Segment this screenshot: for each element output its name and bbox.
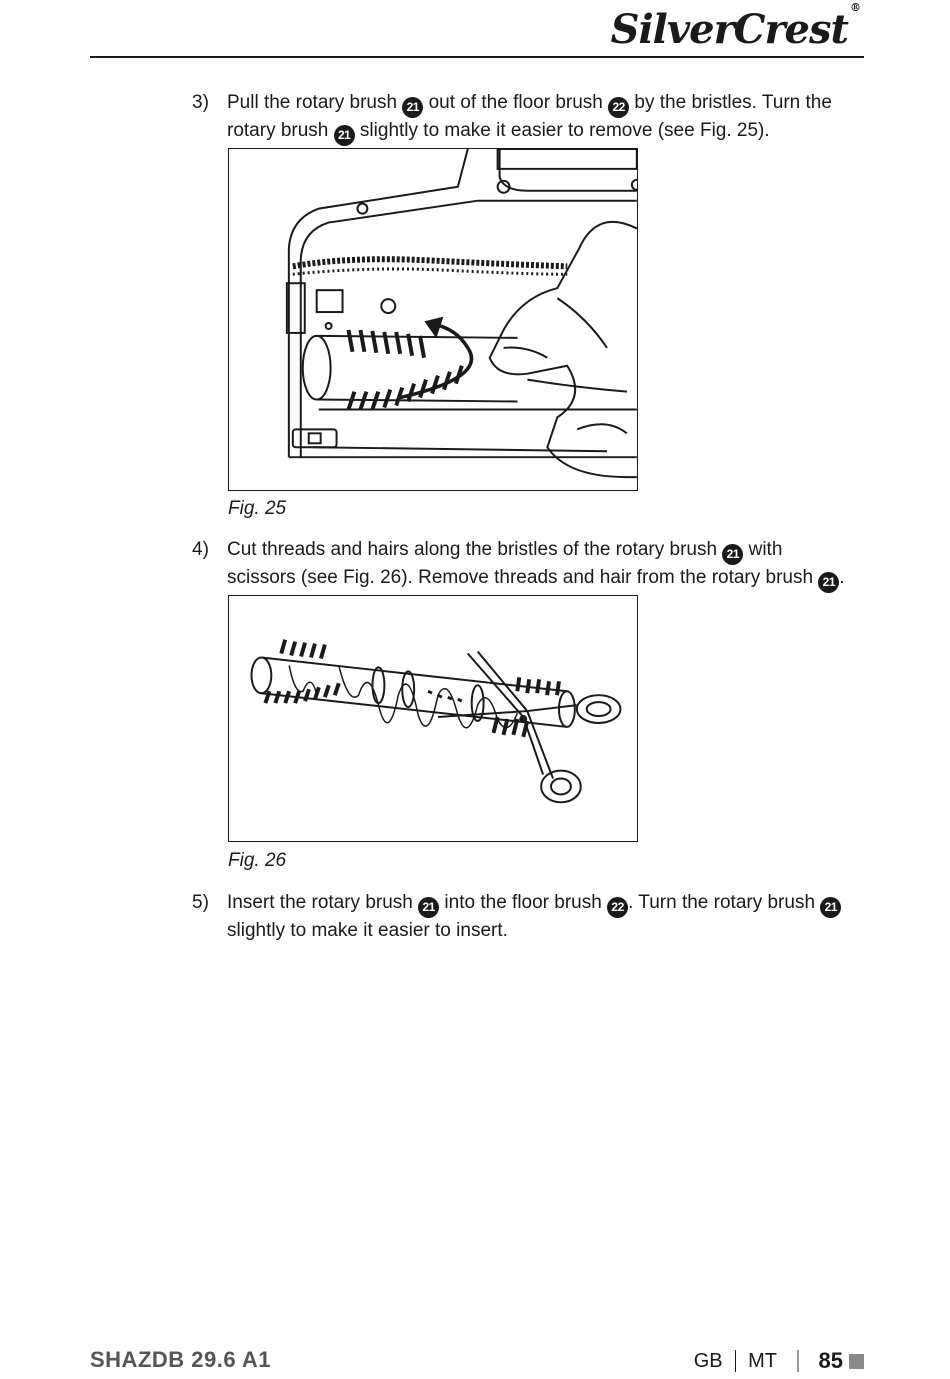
step-text: Insert the rotary brush 21 into the floor brush 22 . Turn the rotary brush 21 slightly to make it easier to insert. (227, 890, 852, 944)
step-number: 5) (192, 892, 209, 913)
part-ref-21: 21 (418, 897, 439, 918)
scissors-cutting-threads-illustration (229, 596, 637, 841)
silvercrest-logo (610, 0, 860, 53)
registered-mark: ® (850, 0, 860, 14)
step-4 (192, 537, 852, 593)
part-ref-22: 22 (608, 97, 629, 118)
page-number: 85 (818, 1348, 843, 1373)
step-text: Cut threads and hairs along the bristles of the rotary brush 21 with scissors (see Fig. 26). Remove threads and hair from the rotary brush 21 . (227, 537, 852, 593)
header-rule (90, 56, 864, 58)
figure-26-image (228, 595, 638, 842)
part-ref-21: 21 (820, 897, 841, 918)
divider (735, 1350, 737, 1372)
brand-name: SilverCrest (610, 6, 848, 53)
language-gb: GB (693, 1349, 723, 1372)
part-ref-22: 22 (607, 897, 628, 918)
figure-25-caption: Fig. 25 (228, 498, 287, 519)
part-ref-21: 21 (334, 125, 355, 146)
step-5 (192, 890, 852, 944)
language-mt: MT (748, 1349, 778, 1372)
figure-25-image (228, 148, 638, 491)
figure-26-caption: Fig. 26 (228, 850, 287, 871)
part-ref-21: 21 (722, 544, 743, 565)
page-square-marker (849, 1354, 864, 1369)
divider (797, 1350, 799, 1372)
footer-page-info (694, 1348, 864, 1374)
step-3 (192, 90, 852, 146)
footer-model: SHAZDB 29.6 A1 (90, 1347, 272, 1372)
part-ref-21: 21 (818, 572, 839, 593)
step-text: Pull the rotary brush 21 out of the floor brush 22 by the bristles. Turn the rotary brush 21 slightly to make it easier to remove (see Fig. 25). (227, 90, 852, 146)
part-ref-21: 21 (402, 97, 423, 118)
step-number: 3) (192, 92, 209, 113)
step-number: 4) (192, 539, 209, 560)
floor-brush-removal-illustration (229, 149, 637, 490)
